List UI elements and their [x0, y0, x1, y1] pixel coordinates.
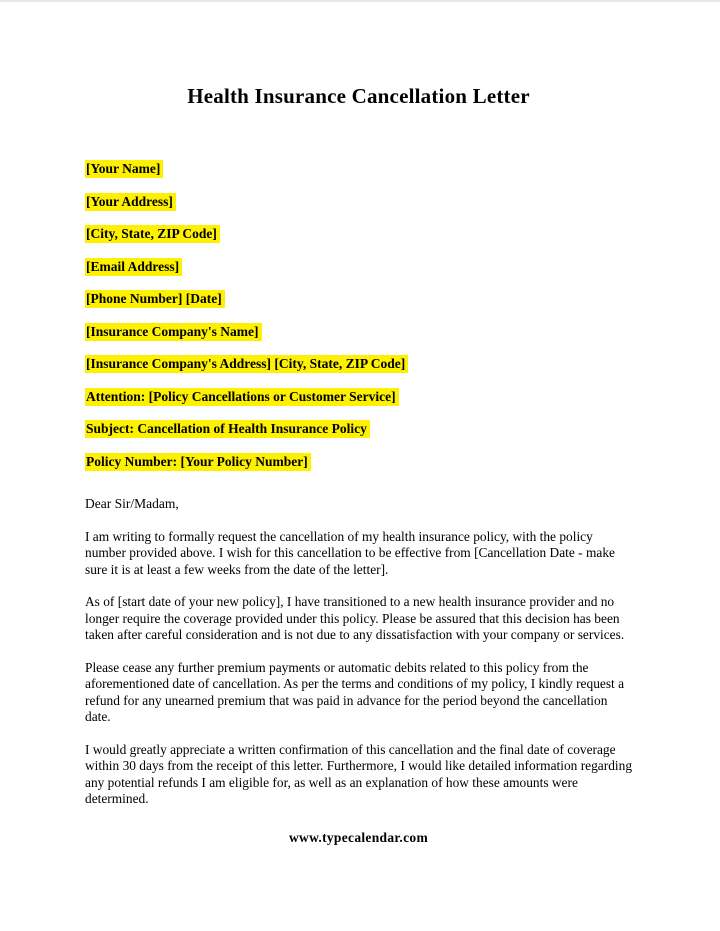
your-address-placeholder: [Your Address] — [85, 193, 176, 211]
attention-line — [85, 389, 632, 406]
body-paragraph-stop-payments: Please cease any further premium payments or automatic debits related to this policy from the aforementioned date of cancellation. As per the terms and conditions of my policy, I kindly request a refund for any unearned premium that was paid in advance for the period beyond the cancellation date. — [85, 659, 625, 724]
footer-site-url: www.typecalendar.com — [289, 829, 428, 845]
subject-line — [85, 421, 632, 438]
policy-number-placeholder: Policy Number: [Your Policy Number] — [85, 453, 311, 471]
email-address-placeholder: [Email Address] — [85, 258, 182, 276]
body-paragraph-new-provider: As of [start date of your new policy], I have transitioned to a new health insurance provider and no longer require the coverage provided under this policy. Please be assured that this decision has been taken after careful consideration and is not due to any dissatisfaction with your company or services. — [85, 594, 625, 642]
your-name-line — [85, 161, 632, 178]
subject-text: Subject: Cancellation of Health Insurance Policy — [85, 420, 370, 438]
attention-placeholder: Attention: [Policy Cancellations or Customer Service] — [85, 388, 399, 406]
policy-number-line — [85, 454, 632, 471]
phone-date-line — [85, 291, 632, 308]
insurance-company-name-line — [85, 324, 632, 341]
insurance-company-name-placeholder: [Insurance Company's Name] — [85, 323, 262, 341]
body-paragraph-written-confirmation: I would greatly appreciate a written confirmation of this cancellation and the final date of coverage within 30 days from the receipt of this letter. Furthermore, I would like detailed information regarding any potential refunds I am eligible for, as well as an explanation of how these amounts were determined. — [85, 741, 633, 806]
email-address-line — [85, 259, 632, 276]
salutation: Dear Sir/Madam, — [85, 496, 179, 511]
your-address-line — [85, 194, 632, 211]
page-title: Health Insurance Cancellation Letter — [187, 84, 530, 108]
letter-page — [0, 84, 720, 846]
insurance-company-address-line — [85, 356, 632, 373]
your-name-placeholder: [Your Name] — [85, 160, 163, 178]
body-paragraph-cancellation-request: I am writing to formally request the cancellation of my health insurance policy, with the policy number provided above. I wish for this cancellation to be effective from [Cancellation Date - make sure it is at least a few weeks from the date of the letter]. — [85, 528, 615, 577]
city-state-zip-placeholder: [City, State, ZIP Code] — [85, 225, 220, 243]
insurance-company-address-placeholder: [Insurance Company's Address] [City, State, ZIP Code] — [85, 355, 408, 373]
phone-date-placeholder: [Phone Number] [Date] — [85, 290, 225, 308]
city-state-zip-line — [85, 226, 632, 243]
